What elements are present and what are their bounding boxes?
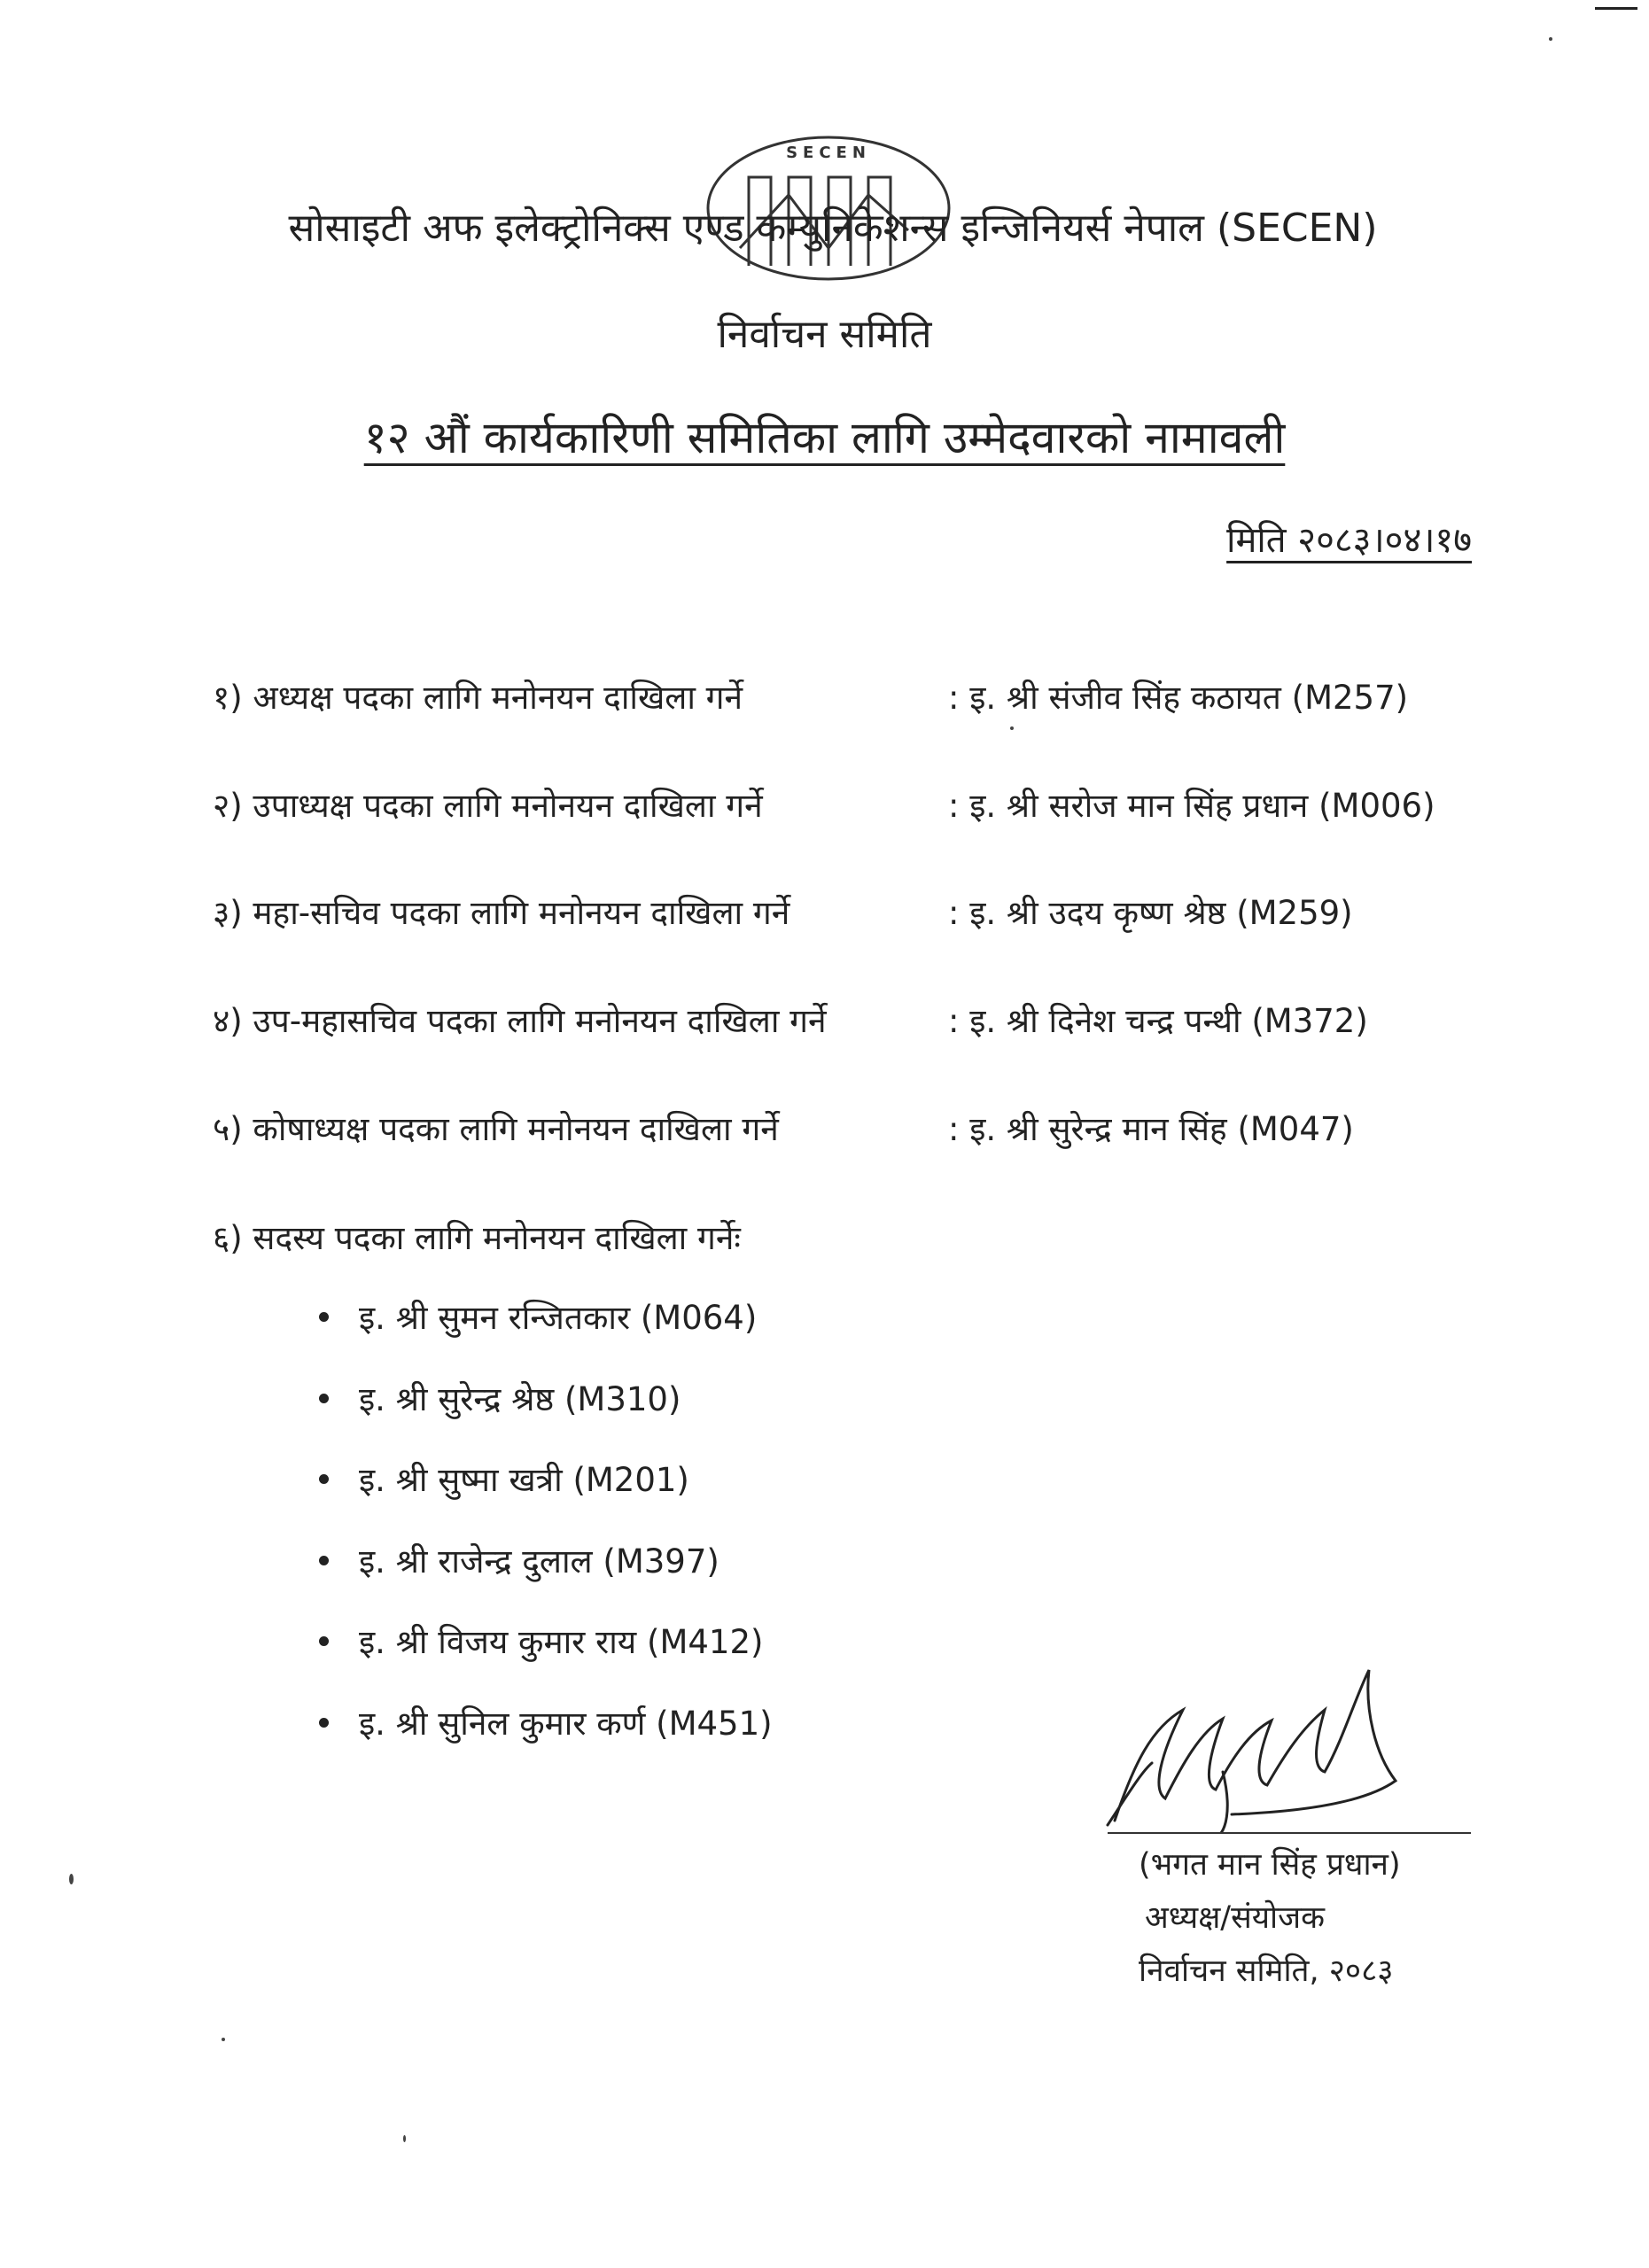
list-item xyxy=(319,1618,763,1663)
bullet-icon xyxy=(319,1474,329,1484)
signatory-role: अध्यक्ष/संयोजक xyxy=(1145,1900,1325,1936)
signature-icon xyxy=(1099,1657,1418,1834)
member-name: इ. श्री सुनिल कुमार कर्ण (M451) xyxy=(359,1705,773,1743)
bullet-icon xyxy=(319,1394,329,1403)
list-item xyxy=(319,1699,773,1744)
post-label: १) अध्यक्ष पदका लागि मनोनयन दाखिला गर्ने xyxy=(213,679,743,717)
document-date: मिति २०८३।०४।१७ xyxy=(1226,520,1472,561)
scan-speck xyxy=(1549,37,1552,41)
document-heading-text: १२ औं कार्यकारिणी समितिका लागि उम्मेदवारको नामावली xyxy=(363,412,1286,463)
signatory-name: (भगत मान सिंह प्रधान) xyxy=(1139,1847,1401,1883)
post-label: ३) महा-सचिव पदका लागि मनोनयन दाखिला गर्ने xyxy=(213,894,790,932)
scan-speck xyxy=(1010,726,1014,730)
post-label: ४) उप-महासचिव पदका लागि मनोनयन दाखिला गर्ने xyxy=(213,1002,827,1040)
corner-mark xyxy=(1595,7,1637,10)
member-name: इ. श्री सुष्मा खत्री (M201) xyxy=(359,1461,689,1499)
signatory-committee: निर्वाचन समिति, २०८३ xyxy=(1139,1953,1394,1989)
list-item xyxy=(319,1537,719,1582)
member-name: इ. श्री सुमन रन्जितकार (M064) xyxy=(359,1299,758,1337)
post-row-deputy-general-secretary xyxy=(213,997,1542,1050)
signature-line xyxy=(1108,1832,1471,1834)
logo-text: SECEN xyxy=(786,144,871,162)
member-name: इ. श्री विजय कुमार राय (M412) xyxy=(359,1623,764,1661)
post-row-treasurer xyxy=(213,1105,1542,1158)
list-item xyxy=(319,1375,681,1420)
post-candidate: : इ. श्री दिनेश चन्द्र पन्थी (M372) xyxy=(948,1002,1368,1040)
document-heading xyxy=(0,406,1649,466)
post-candidate: : इ. श्री सुरेन्द्र मान सिंह (M047) xyxy=(948,1110,1354,1148)
committee-name: निर्वाचन समिति xyxy=(717,312,932,357)
bullet-icon xyxy=(319,1312,329,1322)
post-row-president xyxy=(213,673,1542,726)
scan-speck xyxy=(69,1874,74,1884)
list-item xyxy=(319,1293,757,1339)
post-label: ५) कोषाध्यक्ष पदका लागि मनोनयन दाखिला गर्ने xyxy=(213,1110,779,1148)
members-label: ६) सदस्य पदका लागि मनोनयन दाखिला गर्नेः xyxy=(213,1219,741,1257)
scan-speck xyxy=(222,2038,225,2041)
post-label: २) उपाध्यक्ष पदका लागि मनोनयन दाखिला गर्ने xyxy=(213,787,763,825)
list-item xyxy=(319,1456,689,1501)
post-candidate: : इ. श्री संजीव सिंह कठायत (M257) xyxy=(948,679,1409,717)
post-candidate: : इ. श्री उदय कृष्ण श्रेष्ठ (M259) xyxy=(948,894,1353,932)
member-name: इ. श्री राजेन्द्र दुलाल (M397) xyxy=(359,1542,719,1581)
bullet-icon xyxy=(319,1636,329,1646)
bullet-icon xyxy=(319,1718,329,1728)
post-row-vice-president xyxy=(213,781,1542,835)
bullet-icon xyxy=(319,1556,329,1565)
member-name: इ. श्री सुरेन्द्र श्रेष्ठ (M310) xyxy=(359,1380,681,1418)
post-candidate: : इ. श्री सरोज मान सिंह प्रधान (M006) xyxy=(948,787,1435,825)
scan-speck xyxy=(403,2135,406,2142)
organization-title: सोसाइटी अफ इलेक्ट्रोनिक्स एण्ड कम्युनिकेशन्स इन्जिनियर्स नेपाल (SECEN) xyxy=(288,206,1378,251)
post-row-general-secretary xyxy=(213,889,1542,942)
